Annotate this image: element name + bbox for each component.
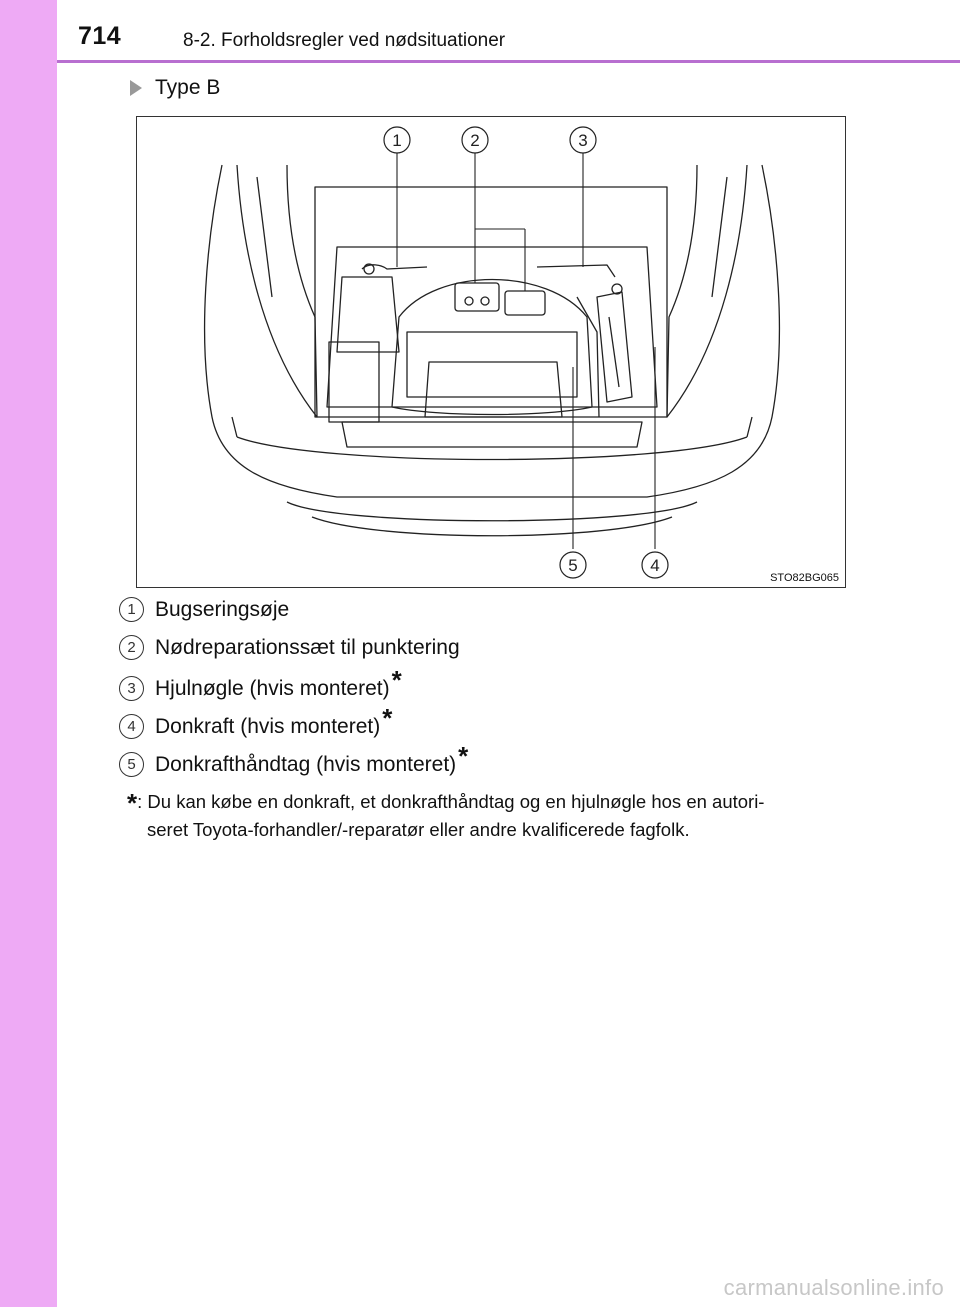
figure-callout-3: 3	[578, 131, 588, 150]
watermark: carmanualsonline.info	[723, 1275, 944, 1300]
number-badge: 2	[119, 635, 144, 660]
page-side-band	[0, 0, 57, 1307]
number-badge: 4	[119, 714, 144, 739]
item-label: Bugseringsøje	[155, 597, 290, 621]
number-badge: 5	[119, 752, 144, 777]
list-item	[119, 665, 402, 704]
item-label: Nødreparationssæt til punktering	[155, 635, 460, 659]
triangle-bullet-icon	[130, 80, 142, 96]
asterisk-mark: *	[382, 703, 393, 733]
list-item	[119, 741, 469, 780]
asterisk-mark: *	[391, 665, 402, 695]
trunk-illustration	[136, 116, 846, 588]
list-item	[119, 597, 291, 622]
figure-code: STO82BG065	[770, 572, 839, 584]
section-title: 8-2. Forholdsregler ved nødsituationer	[183, 30, 506, 51]
number-badge: 1	[119, 597, 144, 622]
footnote	[127, 785, 847, 844]
type-heading	[130, 76, 220, 100]
number-badge: 3	[119, 676, 144, 701]
list-item	[119, 635, 462, 660]
header-divider	[57, 60, 960, 63]
footnote-line-1: : Du kan købe en donkraft, et donkrafthåndtag og en hjulnøgle hos en autori-	[137, 791, 765, 812]
asterisk-mark: *	[458, 741, 469, 771]
footnote-line-2: seret Toyota-forhandler/-reparatør eller andre kvalificerede fagfolk.	[147, 819, 690, 840]
figure-callout-2: 2	[470, 131, 480, 150]
figure-callout-1: 1	[392, 131, 402, 150]
page-number: 714	[78, 22, 122, 50]
item-label: Hjulnøgle (hvis monteret)	[155, 676, 390, 700]
figure-callout-4: 4	[650, 556, 660, 575]
figure-callout-5: 5	[568, 556, 578, 575]
type-heading-text: Type B	[155, 76, 221, 99]
list-item	[119, 703, 393, 742]
item-label: Donkraft (hvis monteret)	[155, 714, 381, 738]
item-label: Donkrafthåndtag (hvis monteret)	[155, 752, 457, 776]
trunk-drawing	[137, 117, 847, 589]
footnote-mark: *	[127, 788, 138, 818]
